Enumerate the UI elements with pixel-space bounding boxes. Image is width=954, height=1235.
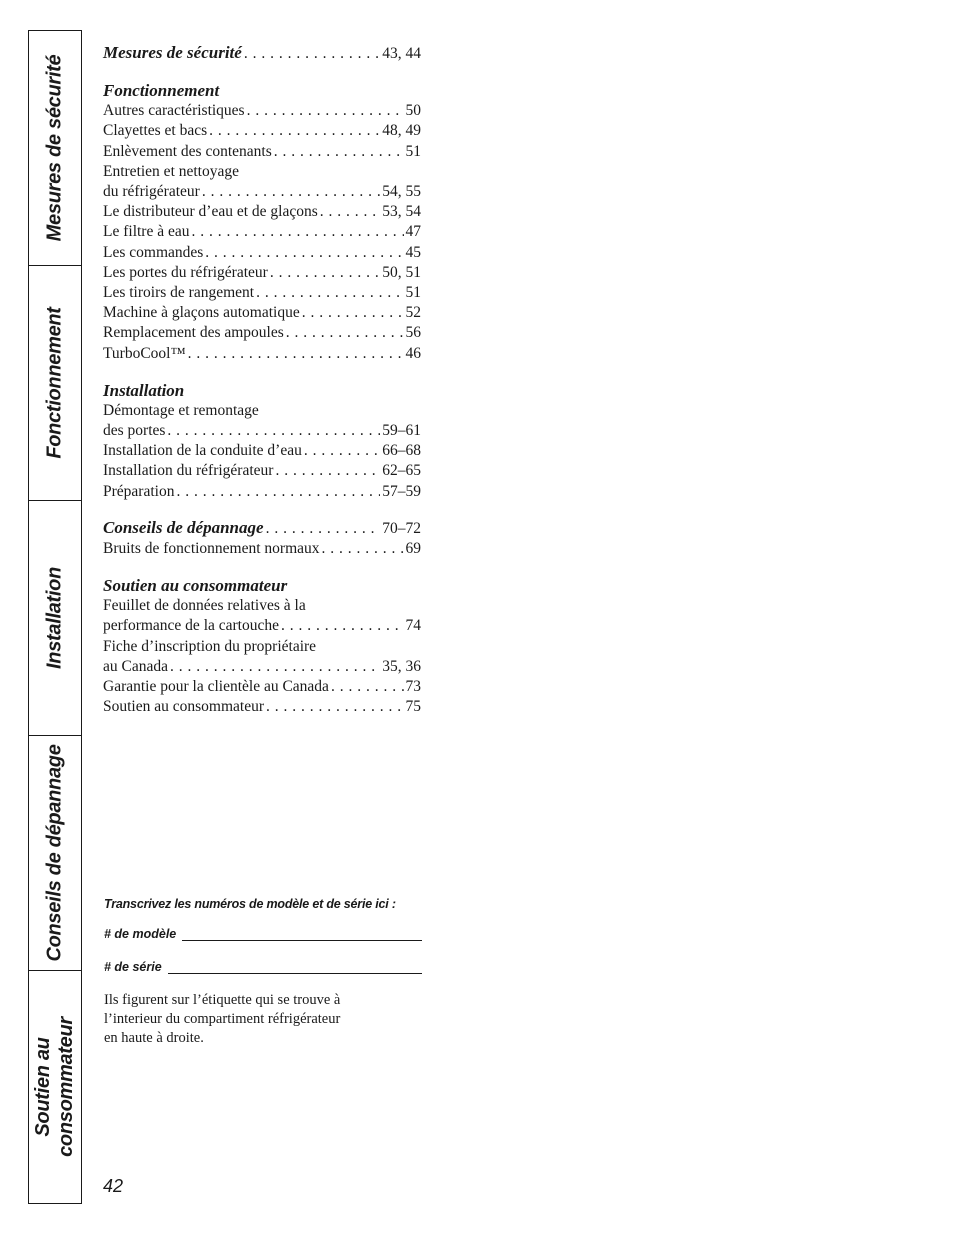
- dot-leader: [176, 482, 380, 502]
- toc-section-safety: [103, 43, 421, 64]
- toc-entry[interactable]: [103, 142, 421, 162]
- dot-leader: [191, 222, 403, 242]
- record-note-line: l’interieur du compartiment réfrigérateur: [104, 1011, 341, 1027]
- toc-entry-text: Autres caractéristiques: [103, 102, 245, 120]
- toc-entry-troubleshooting[interactable]: [103, 518, 421, 539]
- toc-entry-pages: 69: [405, 540, 421, 558]
- toc-entry-pages: 45: [405, 243, 421, 261]
- page-number: 42: [103, 1176, 124, 1196]
- toc-entry-text: Bruits de fonctionnement normaux: [103, 540, 320, 558]
- toc-entry[interactable]: [103, 616, 421, 636]
- toc-entry[interactable]: [103, 202, 421, 222]
- toc-entry-text: Les commandes: [103, 243, 204, 261]
- toc-entry-pages: 73: [405, 678, 421, 696]
- toc-entry-text: Remplacement des ampoules: [103, 324, 284, 342]
- toc-entry-text: Les portes du réfrigérateur: [103, 263, 268, 281]
- toc-entry-pages: 47: [405, 223, 421, 241]
- toc-entry-text: performance de la cartouche: [103, 617, 279, 635]
- dot-leader: [320, 202, 380, 222]
- tab-operation[interactable]: [29, 266, 81, 501]
- toc-entry-text: Installation de la conduite d’eau: [103, 442, 302, 460]
- dot-leader: [244, 44, 380, 64]
- toc-entry-text: Garantie pour la clientèle au Canada: [103, 678, 329, 696]
- serial-number-blank[interactable]: [168, 961, 422, 974]
- toc-entry[interactable]: [103, 283, 421, 303]
- toc-entry[interactable]: [103, 421, 421, 441]
- toc-entry-text: Soutien au consommateur: [103, 698, 264, 716]
- toc-entry[interactable]: [103, 482, 421, 502]
- record-note-line: en haute à droite.: [104, 1030, 204, 1046]
- toc-entry-text: Le distributeur d’eau et de glaçons: [103, 203, 318, 221]
- tab-support[interactable]: [29, 971, 81, 1203]
- toc-entry[interactable]: [103, 243, 421, 263]
- record-title: Transcrivez les numéros de modèle et de série ici :: [104, 897, 396, 911]
- toc-entry-text: au Canada: [103, 657, 168, 675]
- toc-section-troubleshooting: [103, 518, 421, 559]
- toc-entry-pages: 46: [405, 344, 421, 362]
- toc-entry-pages: 70–72: [382, 519, 421, 537]
- dot-leader: [275, 461, 380, 481]
- toc-entry-text: Machine à glaçons automatique: [103, 304, 300, 322]
- dot-leader: [188, 344, 404, 364]
- dot-leader: [274, 142, 404, 162]
- toc-entry[interactable]: [103, 441, 421, 461]
- toc-entry-pages: 57–59: [382, 482, 421, 500]
- toc-entry-pages: 43, 44: [382, 45, 421, 62]
- toc-entry-pages: 35, 36: [382, 657, 421, 675]
- section-heading: Soutien au consommateur: [103, 576, 288, 596]
- toc-entry[interactable]: [103, 121, 421, 141]
- toc-entry-text-line: Entretien et nettoyage: [103, 162, 239, 180]
- toc-section-operation: [103, 80, 421, 364]
- dot-leader: [270, 263, 380, 283]
- toc-entry-pages: 48, 49: [382, 122, 421, 140]
- toc-entry-pages: 50, 51: [382, 263, 421, 281]
- toc-entry-text: des portes: [103, 422, 166, 440]
- tab-installation[interactable]: [29, 501, 81, 736]
- dot-leader: [304, 441, 380, 461]
- dot-leader: [170, 657, 380, 677]
- toc-entry-pages: 54, 55: [382, 183, 421, 201]
- toc-entry-title: Mesures de sécurité: [103, 43, 242, 62]
- dot-leader: [209, 121, 380, 141]
- toc-entry-text: Installation du réfrigérateur: [103, 462, 274, 480]
- dot-leader: [322, 539, 404, 559]
- toc-entry[interactable]: [103, 539, 421, 559]
- tab-operation-label: Fonctionnement: [43, 307, 66, 459]
- dot-leader: [286, 323, 404, 343]
- section-heading: Fonctionnement: [103, 81, 220, 101]
- toc-entry-text: du réfrigérateur: [103, 183, 200, 201]
- tab-troubleshooting-label: Conseils de dépannage: [43, 744, 66, 962]
- serial-number-line[interactable]: [104, 960, 422, 974]
- toc-entry-text: Le filtre à eau: [103, 223, 190, 241]
- dot-leader: [256, 283, 403, 303]
- toc-entry-text: Les tiroirs de rangement: [103, 284, 255, 302]
- toc-entry[interactable]: [103, 323, 421, 343]
- toc-entry-pages: 51: [405, 142, 421, 160]
- dot-leader: [266, 519, 381, 539]
- dot-leader: [167, 421, 380, 441]
- toc-entry-pages: 62–65: [382, 462, 421, 480]
- model-serial-record: [104, 897, 434, 1048]
- toc-entry-text-line: Fiche d’inscription du propriétaire: [103, 637, 317, 655]
- model-number-line[interactable]: [104, 927, 422, 941]
- toc-entry[interactable]: [103, 303, 421, 323]
- tab-safety[interactable]: [29, 31, 81, 266]
- model-number-label: # de modèle: [104, 927, 177, 941]
- toc-entry[interactable]: [103, 263, 421, 283]
- section-tabs: [28, 30, 82, 1204]
- toc-entry-pages: 50: [405, 102, 421, 120]
- tab-support-label: Soutien au consommateur: [32, 1017, 77, 1157]
- toc-section-support: [103, 575, 421, 717]
- toc-entry-pages: 75: [405, 698, 421, 716]
- toc-entry-text: Clayettes et bacs: [103, 122, 208, 140]
- record-note: [104, 991, 434, 1048]
- dot-leader: [281, 616, 404, 636]
- record-note-line: Ils figurent sur l’étiquette qui se trouve à: [104, 992, 341, 1008]
- dot-leader: [247, 101, 404, 121]
- toc-entry-pages: 56: [405, 324, 421, 342]
- toc-entry[interactable]: [103, 657, 421, 677]
- toc-entry[interactable]: [103, 344, 421, 364]
- toc-entry[interactable]: [103, 697, 421, 717]
- toc-entry[interactable]: [103, 222, 421, 242]
- table-of-contents: [103, 43, 421, 733]
- toc-entry-pages: 66–68: [382, 442, 421, 460]
- toc-entry[interactable]: [103, 101, 421, 121]
- dot-leader: [202, 182, 380, 202]
- toc-entry-title: Conseils de dépannage: [103, 517, 264, 537]
- serial-number-label: # de série: [104, 960, 162, 974]
- toc-entry-pages: 52: [405, 304, 421, 322]
- toc-section-installation: [103, 380, 421, 502]
- tab-safety-label: Mesures de sécurité: [43, 54, 66, 242]
- tab-troubleshooting[interactable]: [29, 736, 81, 971]
- toc-entry[interactable]: [103, 677, 421, 697]
- section-heading: Installation: [103, 380, 185, 400]
- toc-entry-text-line: Démontage et remontage: [103, 401, 259, 419]
- dot-leader: [302, 303, 404, 323]
- dot-leader: [266, 697, 404, 717]
- toc-entry-pages: 53, 54: [382, 203, 421, 221]
- toc-entry[interactable]: [103, 182, 421, 202]
- toc-entry-pages: 74: [405, 617, 421, 635]
- toc-entry-text: Préparation: [103, 482, 175, 500]
- toc-entry[interactable]: [103, 461, 421, 481]
- toc-entry-text: TurboCool™: [103, 344, 186, 362]
- model-number-blank[interactable]: [182, 928, 422, 941]
- tab-installation-label: Installation: [43, 567, 66, 669]
- toc-entry-pages: 59–61: [382, 422, 421, 440]
- toc-entry-safety[interactable]: [103, 43, 421, 64]
- dot-leader: [331, 677, 404, 697]
- toc-entry-text-line: Feuillet de données relatives à la: [103, 597, 306, 615]
- toc-entry-text: Enlèvement des contenants: [103, 142, 272, 160]
- dot-leader: [205, 243, 403, 263]
- toc-entry-pages: 51: [405, 284, 421, 302]
